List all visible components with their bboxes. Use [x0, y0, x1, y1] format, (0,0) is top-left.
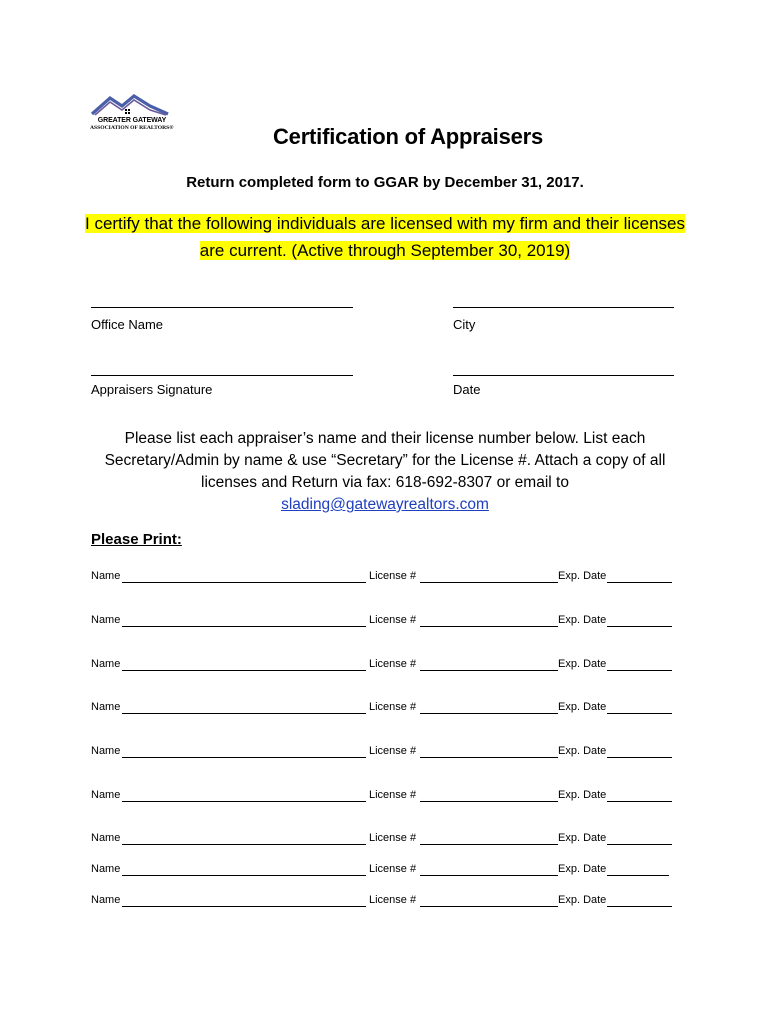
name-field[interactable] [122, 626, 366, 627]
exp-date-label: Exp. Date [558, 832, 607, 844]
exp-date-field[interactable] [607, 757, 672, 758]
please-print-heading: Please Print: [91, 531, 182, 548]
office-name-label: Office Name [91, 317, 164, 332]
license-label: License # [369, 863, 417, 875]
license-field[interactable] [420, 670, 558, 671]
license-label: License # [369, 658, 417, 670]
name-label: Name [91, 789, 121, 801]
exp-date-field[interactable] [607, 626, 672, 627]
license-field[interactable] [420, 906, 558, 907]
name-field[interactable] [122, 844, 366, 845]
name-label: Name [91, 658, 121, 670]
license-label: License # [369, 745, 417, 757]
name-field[interactable] [122, 713, 366, 714]
date-label: Date [453, 382, 481, 397]
license-label: License # [369, 894, 417, 906]
name-label: Name [91, 570, 121, 582]
name-label: Name [91, 894, 121, 906]
name-label: Name [91, 832, 121, 844]
appraiser-row [91, 789, 691, 805]
exp-date-label: Exp. Date [558, 894, 607, 906]
license-field[interactable] [420, 844, 558, 845]
license-field[interactable] [420, 801, 558, 802]
license-field[interactable] [420, 713, 558, 714]
appraiser-row [91, 658, 691, 674]
license-label: License # [369, 614, 417, 626]
name-field[interactable] [122, 801, 366, 802]
exp-date-label: Exp. Date [558, 863, 607, 875]
exp-date-label: Exp. Date [558, 658, 607, 670]
name-label: Name [91, 745, 121, 757]
exp-date-field[interactable] [607, 906, 672, 907]
certification-text: I certify that the following individuals are licensed with my firm and their licenses are current. (Active through September 30, 2019) [85, 214, 685, 260]
appraiser-row [91, 863, 691, 879]
name-field[interactable] [122, 906, 366, 907]
certification-statement [80, 210, 690, 264]
logo-line1: GREATER GATEWAY [97, 117, 167, 124]
exp-date-field[interactable] [607, 582, 672, 583]
license-label: License # [369, 570, 417, 582]
name-field[interactable] [122, 757, 366, 758]
return-instruction: Return completed form to GGAR by December 31, 2017. [186, 174, 584, 191]
exp-date-field[interactable] [607, 713, 672, 714]
license-field[interactable] [420, 582, 558, 583]
appraiser-row [91, 894, 691, 910]
exp-date-field[interactable] [607, 844, 672, 845]
exp-date-field[interactable] [607, 670, 672, 671]
office-name-field[interactable] [91, 307, 353, 308]
license-field[interactable] [420, 626, 558, 627]
appraiser-row [91, 832, 691, 848]
city-field[interactable] [453, 307, 674, 308]
name-label: Name [91, 614, 121, 626]
instructions-text: Please list each appraiser’s name and their license number below. List each Secretary/Admin by name & use “Secretary” for the License #. Attach a copy of all licenses and Return via fax: 618-692-8307 or email to [104, 430, 666, 491]
exp-date-field[interactable] [607, 801, 672, 802]
exp-date-label: Exp. Date [558, 570, 607, 582]
appraiser-row [91, 745, 691, 761]
license-label: License # [369, 789, 417, 801]
appraiser-row [91, 614, 691, 630]
email-link[interactable]: slading@gatewayrealtors.com [281, 496, 489, 513]
name-field[interactable] [122, 875, 366, 876]
city-label: City [453, 317, 476, 332]
exp-date-field[interactable] [607, 875, 669, 876]
name-field[interactable] [122, 670, 366, 671]
name-label: Name [91, 701, 121, 713]
logo-line2: ASSOCIATION OF REALTORS® [90, 125, 174, 131]
name-label: Name [91, 863, 121, 875]
exp-date-label: Exp. Date [558, 614, 607, 626]
license-field[interactable] [420, 875, 558, 876]
appraisers-signature-label: Appraisers Signature [91, 382, 213, 397]
instructions [80, 428, 690, 516]
appraisers-signature-field[interactable] [91, 375, 353, 376]
license-label: License # [369, 701, 417, 713]
name-field[interactable] [122, 582, 366, 583]
exp-date-label: Exp. Date [558, 701, 607, 713]
exp-date-label: Exp. Date [558, 789, 607, 801]
appraiser-row [91, 701, 691, 717]
appraiser-row [91, 570, 691, 586]
license-label: License # [369, 832, 417, 844]
date-field[interactable] [453, 375, 674, 376]
license-field[interactable] [420, 757, 558, 758]
page-title: Certification of Appraisers [272, 124, 544, 149]
exp-date-label: Exp. Date [558, 745, 607, 757]
